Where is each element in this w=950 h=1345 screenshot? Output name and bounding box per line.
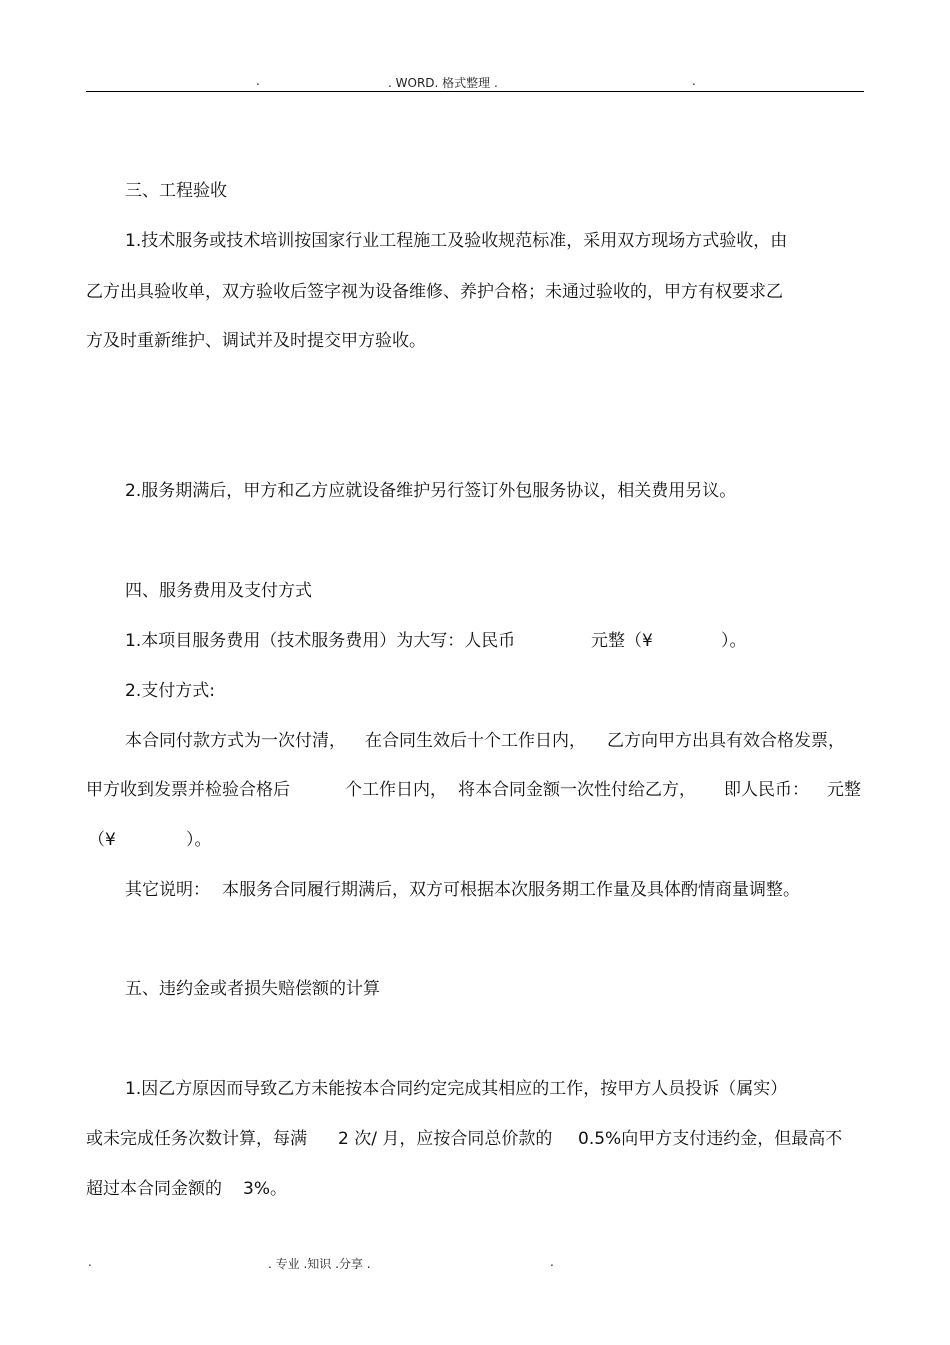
section-4-note-text: 本服务合同履行期满后，双方可根据本次服务期工作量及具体酌情商量调整。 (222, 880, 800, 900)
section-5-paragraph-1-line-1: 1.因乙方原因而导致乙方未能按本合同约定完成其相应的工作，按甲方人员投诉（属实） (125, 1079, 788, 1099)
section-3-title: 三、工程验收 (125, 181, 227, 201)
section-4-payment-line-1-part-1: 本合同付款方式为一次付清， (125, 731, 346, 751)
section-4-fee-line-part-1: 1.本项目服务费用（技术服务费用）为大写：人民币 (125, 631, 516, 651)
section-4-note-label: 其它说明： (125, 880, 210, 900)
section-5-title: 五、违约金或者损失赔偿额的计算 (125, 979, 380, 999)
section-3-paragraph-1-line-3: 方及时重新维护、调试并及时提交甲方验收。 (86, 331, 426, 351)
section-5-paragraph-1-line-2-part-2: 2 次/ 月，应按合同总价款的 (338, 1129, 553, 1149)
section-3-paragraph-1-line-1: 1.技术服务或技术培训按国家行业工程施工及验收规范标准，采用双方现场方式验收，由 (125, 231, 788, 251)
footer-dot-left: . (88, 1255, 92, 1269)
section-4-payment-line-2-part-2: 个工作日内， (345, 780, 447, 800)
section-3-paragraph-2: 2.服务期满后，甲方和乙方应就设备维护另行签订外包服务协议，相关费用另议。 (125, 481, 737, 501)
section-4-title: 四、服务费用及支付方式 (125, 581, 312, 601)
section-4-payment-line-2-part-3: 将本合同金额一次性付给乙方， (458, 780, 696, 800)
section-5-paragraph-1-line-2-part-1: 或未完成任务次数计算，每满 (86, 1129, 307, 1149)
section-4-fee-line-part-2: 元整（¥ (591, 631, 653, 651)
header-title: . WORD. 格式整理 . (388, 76, 498, 90)
header-rule (86, 91, 864, 92)
header-dot-left: . (256, 74, 260, 88)
section-4-payment-line-2-part-4: 即人民币： (724, 780, 809, 800)
section-4-fee-line-part-3: ）。 (721, 631, 747, 651)
section-4-payment-line-3-part-2: ）。 (186, 830, 212, 850)
section-3-paragraph-1-line-2: 乙方出具验收单，双方验收后签字视为设备维修、养护合格；未通过验收的，甲方有权要求乙 (86, 282, 783, 302)
section-4-payment-line-1-part-2: 在合同生效后十个工作日内， (365, 731, 586, 751)
footer-dot-right: . (550, 1255, 554, 1269)
header-dot-right: . (692, 74, 696, 88)
section-5-paragraph-1-line-2-part-3: 0.5%向甲方支付违约金，但最高不 (578, 1129, 843, 1149)
footer-text: . 专业 .知识 .分享 . (268, 1257, 371, 1271)
section-4-payment-line-2-part-5: 元整 (827, 780, 861, 800)
section-4-payment-method: 2.支付方式: (125, 681, 215, 701)
section-4-payment-line-2-part-1: 甲方收到发票并检验合格后 (86, 780, 290, 800)
section-4-payment-line-3-part-1: （¥ (88, 830, 116, 850)
section-5-paragraph-1-line-3-part-2: 3%。 (243, 1179, 287, 1199)
section-5-paragraph-1-line-3-part-1: 超过本合同金额的 (86, 1179, 222, 1199)
section-4-payment-line-1-part-3: 乙方向甲方出具有效合格发票， (607, 731, 845, 751)
